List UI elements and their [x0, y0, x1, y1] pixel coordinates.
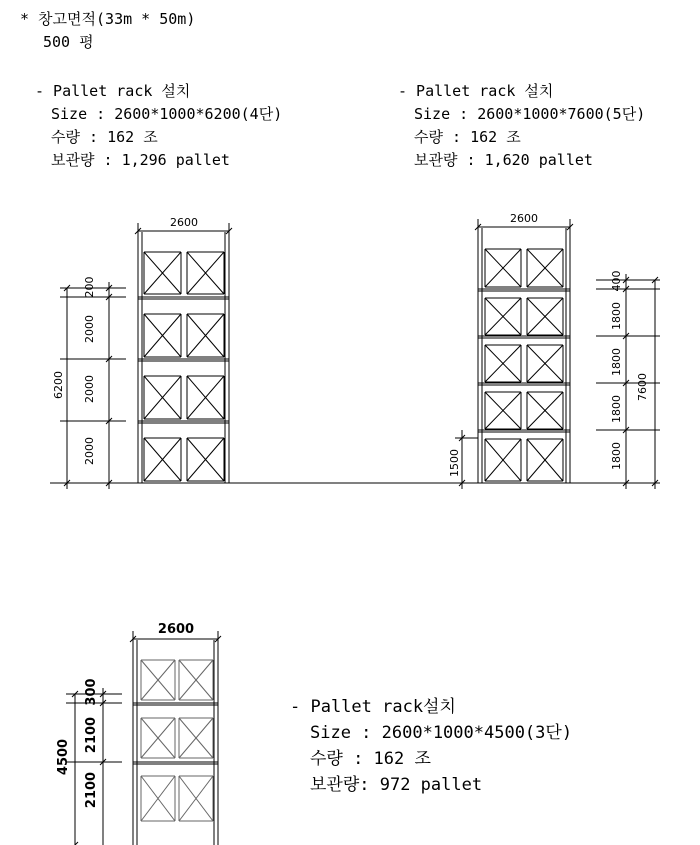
warehouse-area: * 창고면적(33m * 50m) [20, 10, 196, 28]
rack-4-width-label: 2600 [170, 216, 198, 229]
rack-5-title: - Pallet rack 설치 [398, 82, 554, 100]
rack-3-size: Size : 2600*1000*4500(3단) [310, 723, 573, 743]
rack-5-tier-label: 1800 [610, 442, 623, 470]
rack-3-tier-label: 2100 [84, 771, 99, 809]
rack-5-tier-label: 1800 [610, 348, 623, 376]
rack-4-tier-label: 200 [83, 276, 96, 298]
rack-4-storage: 보관량 : 1,296 pallet [51, 151, 230, 169]
rack-5-size: Size : 2600*1000*7600(5단) [414, 105, 646, 123]
rack-5-width-label: 2600 [510, 212, 538, 225]
rack-5-storage: 보관량 : 1,620 pallet [414, 151, 593, 169]
rack-5-bottom-label: 1500 [448, 449, 461, 477]
rack-3-title: - Pallet rack설치 [290, 697, 456, 717]
rack-5-qty: 수량 : 162 조 [414, 128, 521, 146]
rack-3-qty: 수량 : 162 조 [310, 749, 431, 769]
rack-3-width-label: 2600 [157, 622, 195, 637]
rack-4-total-label: 6200 [52, 371, 65, 399]
rack-5-tier-label: 400 [610, 270, 623, 292]
rack-4-size: Size : 2600*1000*6200(4단) [51, 105, 283, 123]
rack-4-tier-label: 2000 [83, 315, 96, 343]
rack-4-tier-label: 2000 [83, 375, 96, 403]
rack-5-elevation [455, 219, 660, 489]
rack-5-total-label: 7600 [636, 373, 649, 401]
rack-4-title: - Pallet rack 설치 [35, 82, 191, 100]
rack-4-qty: 수량 : 162 조 [51, 128, 158, 146]
rack-3-tier-label: 2100 [84, 716, 99, 754]
rack-3-total-label: 4500 [56, 738, 71, 776]
rack-5-tier-label: 1800 [610, 395, 623, 423]
rack-5-tier-label: 1800 [610, 302, 623, 330]
warehouse-pyeong: 500 평 [43, 33, 94, 51]
rack-3-storage: 보관량: 972 pallet [310, 775, 483, 795]
rack-4-tier-label: 2000 [83, 437, 96, 465]
rack-3-tier-label: 300 [84, 678, 99, 706]
